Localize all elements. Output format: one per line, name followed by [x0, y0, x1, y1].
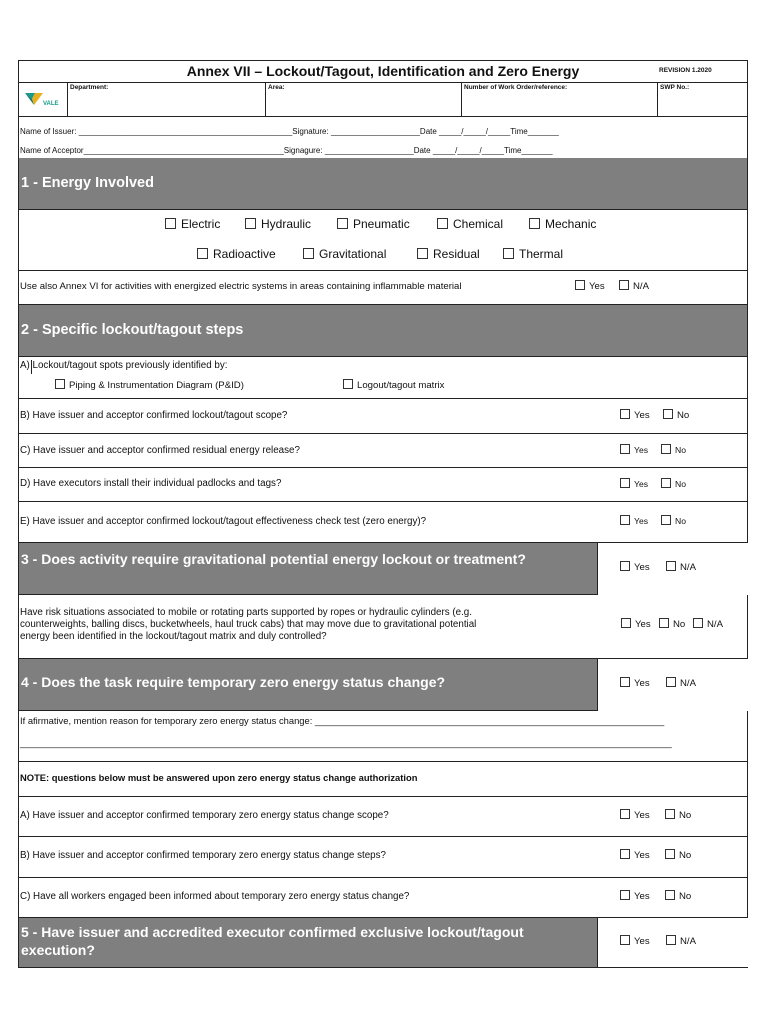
section2-qB: B) Have issuer and acceptor confirmed lockout/tagout scope? Yes No	[19, 399, 747, 434]
4B-yes[interactable]: Yes	[620, 849, 650, 861]
qB-yes[interactable]: Yes	[620, 409, 650, 421]
checkbox-icon	[621, 618, 631, 628]
section5-header	[19, 918, 747, 967]
qD-no[interactable]: No	[661, 478, 686, 489]
checkbox-icon	[437, 218, 448, 229]
checkbox-icon	[337, 218, 348, 229]
checkbox-icon	[503, 248, 514, 259]
qB-no[interactable]: No	[663, 409, 689, 421]
section2-qA: A) Lockout/tagout spots previously identified by: Piping & Instrumentation Diagram (P&ID) Logout/tagout matrix	[19, 357, 747, 399]
checkbox-icon	[620, 890, 630, 900]
section3q-na[interactable]: N/A	[693, 618, 723, 630]
checkbox-icon	[666, 561, 676, 571]
section2-qD: D) Have executors install their individual padlocks and tags? Yes No	[19, 468, 747, 502]
checkbox-icon	[620, 444, 630, 454]
checkbox-icon	[620, 561, 630, 571]
checkbox-icon	[620, 809, 630, 819]
4A-no[interactable]: No	[665, 809, 691, 821]
section1-title: 1 - Energy Involved	[21, 175, 154, 191]
section3q-yes[interactable]: Yes	[621, 618, 651, 630]
qE-no[interactable]: No	[661, 515, 686, 526]
annex-yes[interactable]: Yes	[575, 280, 605, 292]
reason-block	[19, 711, 747, 762]
energy-hydraulic[interactable]: Hydraulic	[245, 217, 311, 231]
energy-pneumatic[interactable]: Pneumatic	[337, 217, 410, 231]
checkbox-icon	[575, 280, 585, 290]
form-title: Annex VII – Lockout/Tagout, Identification and Zero Energy	[186, 63, 580, 79]
checkbox-icon	[529, 218, 540, 229]
lockout-tagout-form	[18, 60, 748, 968]
energy-mechanic[interactable]: Mechanic	[529, 217, 596, 231]
section4-qA: A) Have issuer and acceptor confirmed temporary zero energy status change scope? Yes No	[19, 797, 747, 837]
section4-yes[interactable]: Yes	[620, 677, 650, 689]
checkbox-icon	[665, 809, 675, 819]
section4-na[interactable]: N/A	[666, 677, 696, 689]
annex-na[interactable]: N/A	[619, 280, 649, 292]
qC-no[interactable]: No	[661, 444, 686, 455]
checkbox-icon	[666, 935, 676, 945]
checkbox-icon	[661, 444, 671, 454]
reason-line-1[interactable]: If afirmative, mention reason for temporary zero energy status change: ___________________________________________________________________	[20, 715, 665, 726]
section5-na[interactable]: N/A	[666, 935, 696, 947]
checkbox-icon	[55, 379, 65, 389]
section2-title: 2 - Specific lockout/tagout steps	[21, 322, 244, 338]
4C-yes[interactable]: Yes	[620, 890, 650, 902]
checkbox-icon	[197, 248, 208, 259]
energy-thermal[interactable]: Thermal	[503, 247, 563, 261]
section3-na[interactable]: N/A	[666, 561, 696, 573]
signature-block	[19, 117, 747, 158]
checkbox-icon	[661, 478, 671, 488]
energy-chemical[interactable]: Chemical	[437, 217, 503, 231]
title-row	[19, 61, 747, 83]
section4-title: 4 - Does the task require temporary zero energy status change?	[21, 674, 446, 690]
qC-yes[interactable]: Yes	[620, 444, 648, 455]
checkbox-icon	[620, 478, 630, 488]
section3-header	[19, 543, 747, 595]
energy-options	[19, 210, 747, 271]
checkbox-icon	[245, 218, 256, 229]
note-row	[19, 762, 747, 797]
section3-yes[interactable]: Yes	[620, 561, 650, 573]
section5-title-line1: 5 - Have issuer and accredited executor confirmed exclusive lockout/tagout	[21, 924, 524, 940]
section2-qE: E) Have issuer and acceptor confirmed lockout/tagout effectiveness check test (zero energy)? Yes No	[19, 502, 747, 543]
4B-no[interactable]: No	[665, 849, 691, 861]
section2-qC: C) Have issuer and acceptor confirmed residual energy release? Yes No	[19, 434, 747, 468]
qD-yes[interactable]: Yes	[620, 478, 648, 489]
checkbox-icon	[665, 890, 675, 900]
section1-header	[19, 158, 747, 210]
checkbox-icon	[620, 515, 630, 525]
checkbox-icon	[619, 280, 629, 290]
section3-title: 3 - Does activity require gravitational potential energy lockout or treatment?	[21, 551, 526, 567]
checkbox-icon	[620, 409, 630, 419]
work-order-field[interactable]: Number of Work Order/reference:	[461, 83, 657, 117]
energy-residual[interactable]: Residual	[417, 247, 480, 261]
section5-title-line2: execution?	[21, 942, 95, 958]
logo-text: VALE	[43, 101, 59, 107]
section5-yes[interactable]: Yes	[620, 935, 650, 947]
qE-yes[interactable]: Yes	[620, 515, 648, 526]
section2-header	[19, 305, 747, 357]
annex-note-row	[19, 271, 747, 305]
checkbox-icon	[343, 379, 353, 389]
department-field[interactable]: Department:	[67, 83, 265, 117]
section4-header	[19, 659, 747, 711]
issuer-line[interactable]: Name of Issuer: ________________________________________________Signature: ____________________Date _____/_____/_____Time_______	[20, 127, 559, 136]
checkbox-icon	[620, 935, 630, 945]
checkbox-icon	[661, 515, 671, 525]
note-text: NOTE: questions below must be answered upon zero energy status change authorization	[20, 772, 418, 783]
section4-qB: B) Have issuer and acceptor confirmed temporary zero energy status change steps? Yes No	[19, 837, 747, 878]
4A-yes[interactable]: Yes	[620, 809, 650, 821]
checkbox-icon	[693, 618, 703, 628]
checkbox-icon	[417, 248, 428, 259]
4C-no[interactable]: No	[665, 890, 691, 902]
checkbox-icon	[666, 677, 676, 687]
checkbox-icon	[665, 849, 675, 859]
checkbox-icon	[620, 849, 630, 859]
reason-line-2[interactable]: _____________________________________________________________________________________________________________________________	[20, 737, 672, 748]
area-field[interactable]: Area:	[265, 83, 461, 117]
section3-question: Have risk situations associated to mobile or rotating parts supported by ropes or hydraulic cylinders (e.g. counterweights, balling discs, bucketwheels, haul truck cabs) that may move due to gravitational potential energy been identified in the lockout/tagout matrix and duly controlled? Yes No N/A	[19, 595, 747, 659]
section4-answer-cell	[597, 659, 748, 711]
vale-logo	[23, 91, 67, 111]
energy-gravitational[interactable]: Gravitational	[303, 247, 386, 261]
energy-electric[interactable]: Electric	[165, 217, 220, 231]
checkbox-icon	[165, 218, 176, 229]
checkbox-icon	[620, 677, 630, 687]
annex-note: Use also Annex VI for activities with energized electric systems in areas containing inflammable material	[20, 281, 462, 292]
revision-label: REVISION 1.2020	[659, 67, 712, 74]
qA-pid-option[interactable]: Piping & Instrumentation Diagram (P&ID)	[55, 379, 244, 391]
qA-matrix-option[interactable]: Logout/tagout matrix	[343, 379, 444, 391]
checkbox-icon	[303, 248, 314, 259]
swp-field[interactable]: SWP No.:	[657, 83, 747, 117]
acceptor-line[interactable]: Name of Acceptor_____________________________________________Signagure: ____________________Date _____/_____/_____Time_______	[20, 146, 553, 155]
checkbox-icon	[659, 618, 669, 628]
energy-radioactive[interactable]: Radioactive	[197, 247, 276, 261]
checkbox-icon	[663, 409, 673, 419]
section5-answer-cell	[597, 918, 748, 967]
header-row	[19, 83, 747, 117]
section4-qC: C) Have all workers engaged been informed about temporary zero energy status change? Yes No	[19, 878, 747, 918]
section3-answer-cell	[597, 543, 748, 595]
section3q-no[interactable]: No	[659, 618, 685, 630]
